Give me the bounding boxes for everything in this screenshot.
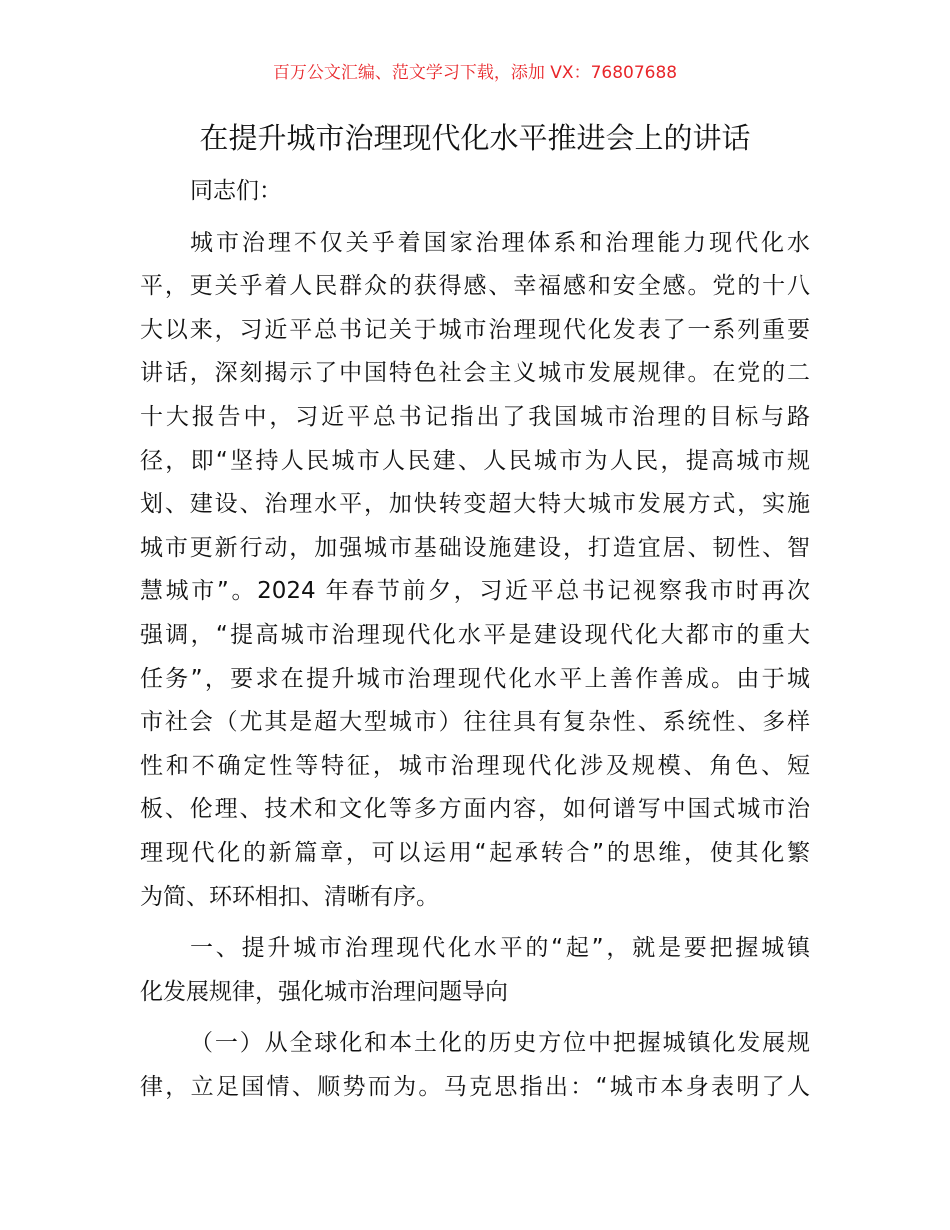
text-line: 径，即“坚持人民城市人民建、人民城市为人民，提高城市规: [140, 447, 810, 474]
text-line: 市社会（尤其是超大型城市）往往具有复杂性、系统性、多样: [140, 709, 810, 736]
text-line: 性和不确定性等特征，城市治理现代化涉及规模、角色、短: [140, 752, 810, 779]
text-line: 划、建设、治理水平，加快转变超大特大城市发展方式，实施: [140, 491, 810, 518]
text-line: 城市更新行动，加强城市基础设施建设，打造宜居、韧性、智: [140, 534, 810, 561]
text-line: 大以来，习近平总书记关于城市治理现代化发表了一系列重要: [140, 316, 810, 343]
text-line: 律，立足国情、顺势而为。马克思指出：“城市本身表明了人: [140, 1073, 810, 1100]
text-line: 为简、环环相扣、清晰有序。: [140, 883, 439, 910]
text-line: 讲话，深刻揭示了中国特色社会主义城市发展规律。在党的二: [140, 360, 810, 387]
text-line: 十大报告中，习近平总书记指出了我国城市治理的目标与路: [140, 403, 810, 430]
text-line: 一、提升城市治理现代化水平的“起”，就是要把握城镇: [190, 935, 810, 962]
text-line: 城市治理不仅关乎着国家治理体系和治理能力现代化水: [190, 229, 810, 256]
paragraph: [140, 222, 810, 920]
document-body: [140, 170, 810, 1117]
text-line: 任务”，要求在提升城市治理现代化水平上善作善成。由于城: [140, 665, 810, 692]
text-line: 强调，“提高城市治理现代化水平是建设现代化大都市的重大: [140, 621, 810, 648]
text-line: 慧城市”。2024 年春节前夕，习近平总书记视察我市时再次: [140, 578, 810, 605]
text-line: 化发展规律，强化城市治理问题导向: [140, 978, 508, 1005]
text-line: 板、伦理、技术和文化等多方面内容，如何谱写中国式城市治: [140, 796, 810, 823]
text-line: 理现代化的新篇章，可以运用“起承转合”的思维，使其化繁: [140, 839, 810, 866]
document-title: 在提升城市治理现代化水平推进会上的讲话: [199, 121, 751, 155]
paragraph: [140, 1022, 810, 1109]
text-line: 同志们：: [190, 178, 282, 204]
watermark-header: 百万公文汇编、范文学习下载，添加 VX：76807688: [272, 63, 678, 83]
paragraph: [140, 170, 810, 214]
paragraph: [140, 927, 810, 1014]
text-line: 平，更关乎着人民群众的获得感、幸福感和安全感。党的十八: [140, 273, 810, 300]
text-line: （一）从全球化和本土化的历史方位中把握城镇化发展规: [190, 1030, 810, 1057]
